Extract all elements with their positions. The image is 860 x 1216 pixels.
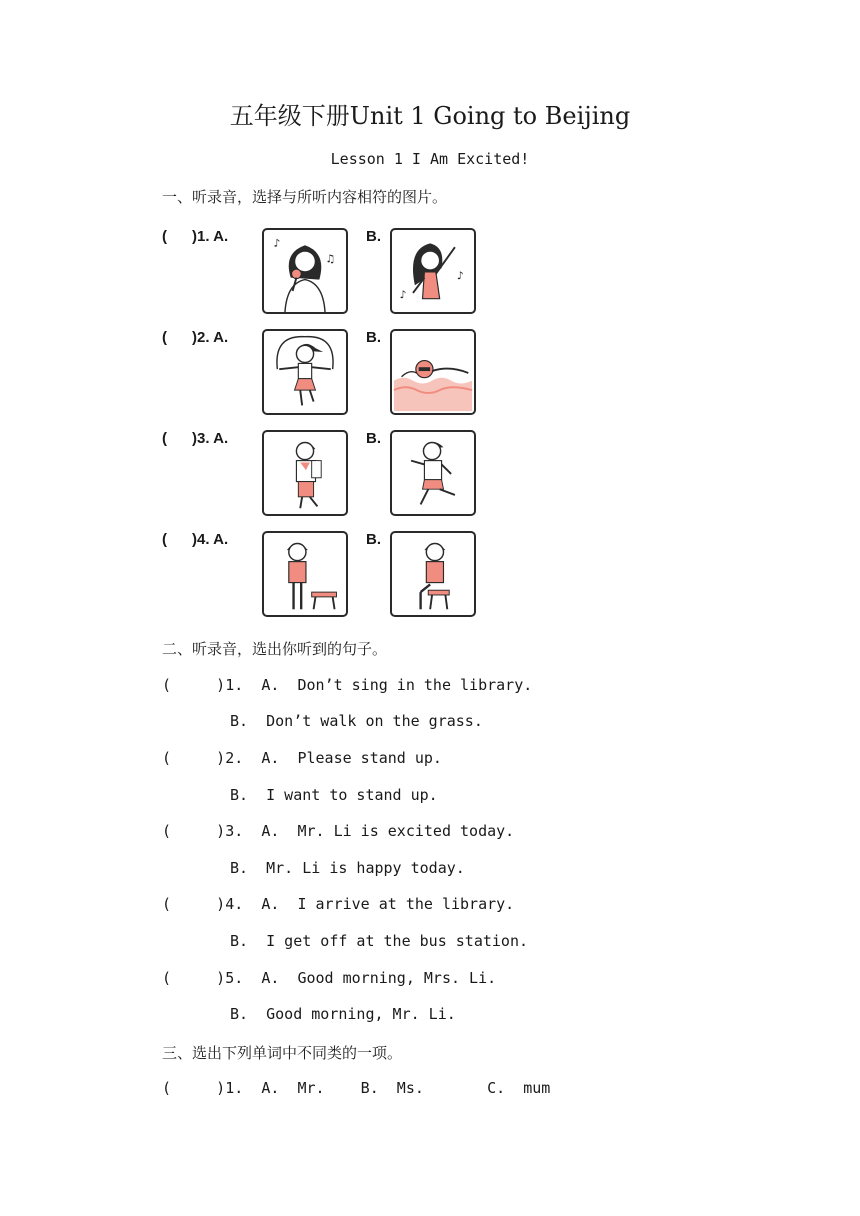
girl-skipping-rope-icon[interactable]	[262, 329, 348, 415]
option-b-label: B.	[366, 329, 381, 346]
option-b-label: B.	[366, 430, 381, 447]
option-b-label: B.	[366, 531, 381, 548]
question-label: ( )4. A.	[162, 531, 229, 548]
section-heading-2: 二、听录音，选出你听到的句子。	[162, 640, 388, 658]
section-heading-3: 三、选出下列单词中不同类的一项。	[162, 1044, 403, 1062]
option-b-label: B.	[366, 228, 381, 245]
question-option-a: ( )2. A. Please stand up.	[162, 749, 442, 767]
boy-walking-backpack-icon[interactable]	[262, 430, 348, 516]
section-heading-1: 一、听录音，选择与所听内容相符的图片。	[162, 188, 448, 206]
question-option-b: B. I want to stand up.	[230, 786, 438, 804]
question-option-a: ( )3. A. Mr. Li is excited today.	[162, 822, 515, 840]
boy-running-icon[interactable]	[390, 430, 476, 516]
question-option-a: ( )4. A. I arrive at the library.	[162, 895, 515, 913]
question-label: ( )1. A.	[162, 228, 229, 245]
lesson-title: Lesson 1 I Am Excited!	[330, 150, 530, 168]
question-option-a: ( )1. A. Don’t sing in the library.	[162, 676, 533, 694]
girl-singing-microphone-icon[interactable]	[262, 228, 348, 314]
person-swimming-icon[interactable]	[390, 329, 476, 415]
question-label: ( )3. A.	[162, 430, 229, 447]
svg-text:♪: ♪	[273, 236, 281, 251]
girl-dancing-icon[interactable]	[390, 228, 476, 314]
svg-text:♫: ♫	[326, 251, 334, 266]
page-title: 五年级下册Unit 1 Going to Beijing	[229, 102, 631, 130]
question-option-a: ( )5. A. Good morning, Mrs. Li.	[162, 969, 497, 987]
svg-text:♪: ♪	[399, 287, 407, 302]
question-option-b: B. Don’t walk on the grass.	[230, 712, 483, 730]
question-options: ( )1. A. Mr. B. Ms. C. mum	[162, 1079, 551, 1097]
question-option-b: B. I get off at the bus station.	[230, 932, 529, 950]
question-option-b: B. Mr. Li is happy today.	[230, 859, 465, 877]
boy-sitting-stool-icon[interactable]	[390, 531, 476, 617]
boy-standing-stool-icon[interactable]	[262, 531, 348, 617]
question-option-b: B. Good morning, Mr. Li.	[230, 1005, 456, 1023]
svg-text:♪: ♪	[456, 268, 464, 283]
question-label: ( )2. A.	[162, 329, 229, 346]
